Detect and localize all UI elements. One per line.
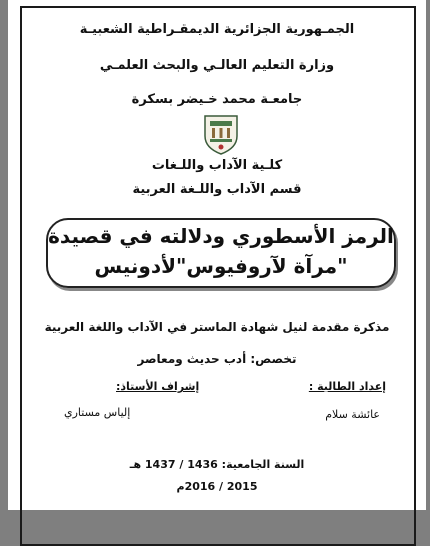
university-heading: جامعـة محمد خـيضر بسكرة [131,92,303,107]
thesis-title-box [46,218,396,288]
thesis-title-line-2: "مرآة لآروفيوس"لأدونيس [94,254,348,278]
ministry-heading: وزارة التعليم العالـي والبحث العلمـي [99,58,335,73]
academic-year-gregorian: 2015 / 2016م [176,480,258,493]
student-name: عائشة سلام [325,408,380,421]
thesis-title-line-1: الرمز الأسطوري ودلالته في قصيدة [48,224,394,248]
supervisor-label: إشراف الأستاذ: [116,380,200,393]
university-seal-icon [201,112,241,156]
thesis-purpose: مذكرة مقدمة لنيل شهادة الماستر في الآداب واللغة العربية [44,320,390,334]
specialization: تخصص: أدب حديث ومعاصر [137,352,297,366]
academic-year-hijri: السنة الجامعية: 1436 / 1437 هـ [129,458,305,471]
republic-heading: الجمـهورية الجزائرية الديمقـراطية الشعبيـة [79,22,355,37]
document-page [8,0,426,510]
department-heading: قسم الآداب واللـغة العربية [132,182,302,197]
student-label: إعداد الطالبة : [308,380,386,393]
supervisor-name: إلياس مستاري [64,406,131,419]
faculty-heading: كلـية الآداب واللـغات [151,158,283,173]
